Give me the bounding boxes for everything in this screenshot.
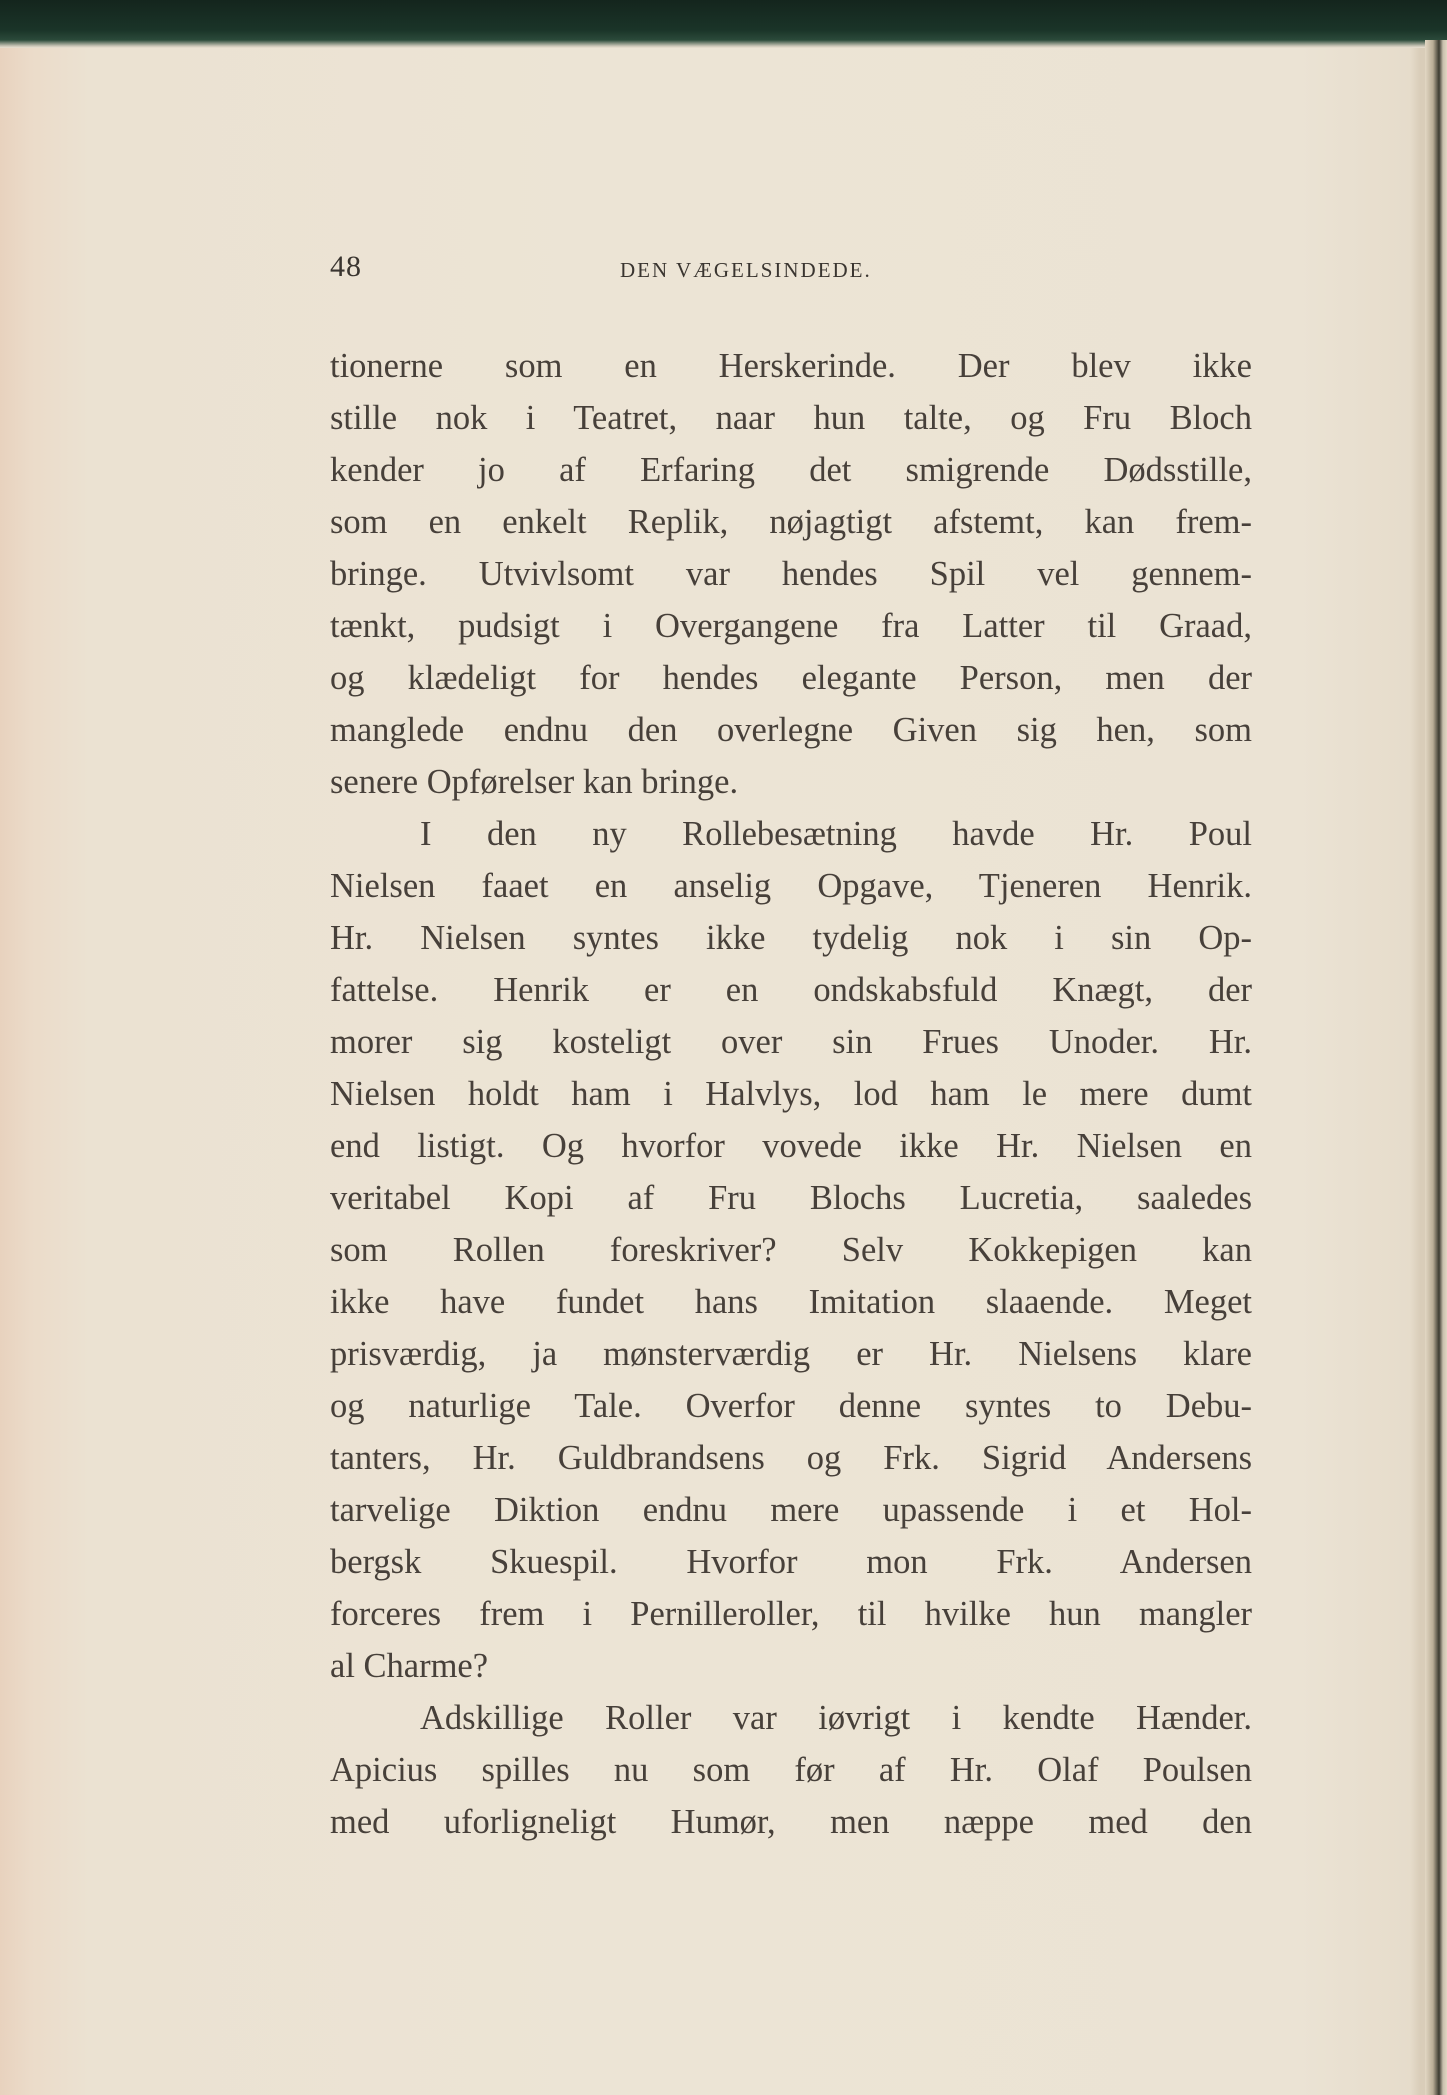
text-line: og naturlige Tale. Overfor denne syntes to Debu-: [330, 1387, 1252, 1425]
running-head: [330, 250, 1250, 290]
text-line: som en enkelt Replik, nøjagtigt afstemt, kan frem-: [330, 503, 1252, 541]
text-line: senere Opførelser kan bringe.: [330, 763, 739, 801]
text-line: bergsk Skuespil. Hvorfor mon Frk. Andersen: [330, 1543, 1252, 1581]
text-line: med uforligneligt Humør, men næppe med den: [330, 1803, 1252, 1841]
binding-edge: [0, 0, 1447, 48]
text-line: bringe. Utvivlsomt var hendes Spil vel gennem-: [330, 555, 1252, 593]
text-line: manglede endnu den overlegne Given sig hen, som: [330, 711, 1252, 749]
text-line: ikke have fundet hans Imitation slaaende. Meget: [330, 1283, 1252, 1321]
text-line: forceres frem i Pernilleroller, til hvilke hun mangler: [330, 1595, 1252, 1633]
text-line: morer sig kosteligt over sin Frues Unoder. Hr.: [330, 1023, 1252, 1061]
text-line: kender jo af Erfaring det smigrende Dødsstille,: [330, 451, 1252, 489]
text-line: stille nok i Teatret, naar hun talte, og Fru Bloch: [330, 399, 1252, 437]
text-line: prisværdig, ja mønsterværdig er Hr. Nielsens klare: [330, 1335, 1252, 1373]
running-title: DEN VÆGELSINDEDE.: [620, 258, 872, 282]
text-line: Nielsen holdt ham i Halvlys, lod ham le mere dumt: [330, 1075, 1252, 1113]
text-line: tanters, Hr. Guldbrandsens og Frk. Sigrid Andersens: [330, 1439, 1252, 1477]
text-line: Apicius spilles nu som før af Hr. Olaf Poulsen: [330, 1751, 1252, 1789]
text-line: veritabel Kopi af Fru Blochs Lucretia, saaledes: [330, 1179, 1252, 1217]
text-line: tænkt, pudsigt i Overgangene fra Latter til Graad,: [330, 607, 1252, 645]
text-line: Hr. Nielsen syntes ikke tydelig nok i sin Op-: [330, 919, 1252, 957]
text-line: som Rollen foreskriver? Selv Kokkepigen kan: [330, 1231, 1252, 1269]
paragraph-start-line: Adskillige Roller var iøvrigt i kendte Hænder.: [420, 1699, 1252, 1737]
text-line: fattelse. Henrik er en ondskabsfuld Knægt, der: [330, 971, 1252, 1009]
text-line: tionerne som en Herskerinde. Der blev ikke: [330, 347, 1252, 385]
page-number: 48: [330, 250, 362, 283]
text-line: Nielsen faaet en anselig Opgave, Tjeneren Henrik.: [330, 867, 1252, 905]
page-edge: [1425, 40, 1447, 2095]
text-line: end listigt. Og hvorfor vovede ikke Hr. Nielsen en: [330, 1127, 1252, 1165]
paragraph-start-line: I den ny Rollebesætning havde Hr. Poul: [420, 815, 1252, 853]
text-line: tarvelige Diktion endnu mere upassende i et Hol-: [330, 1491, 1252, 1529]
body-text: [330, 340, 1252, 1848]
text-line: og klædeligt for hendes elegante Person, men der: [330, 659, 1252, 697]
text-line: al Charme?: [330, 1647, 489, 1685]
